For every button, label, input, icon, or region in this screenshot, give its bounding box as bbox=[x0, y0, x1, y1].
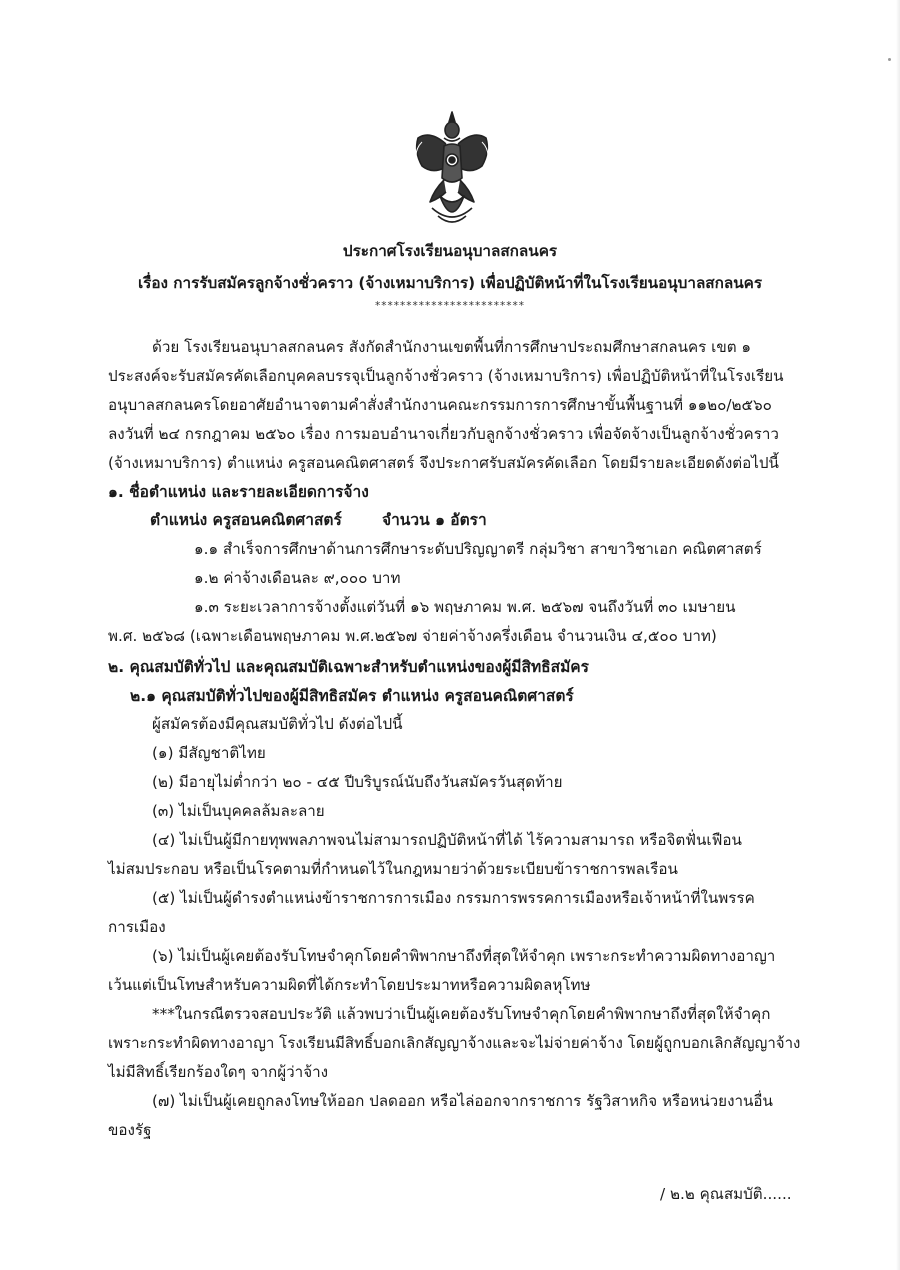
qualification-line: ไม่สมประกอบ หรือเป็นโรคตามที่กำหนดไว้ในกฎหมายว่าด้วยระเบียบข้าราชการพลเรือน bbox=[108, 860, 678, 878]
intro-line: ลงวันที่ ๒๔ กรกฎาคม ๒๕๖๐ เรื่อง การมอบอำนาจเกี่ยวกับลูกจ้างชั่วคราว เพื่อจัดจ้างเป็นลูกจ้างชั่วคราว bbox=[108, 425, 779, 443]
intro-line: ด้วย โรงเรียนอนุบาลสกลนคร สังกัดสำนักงานเขตพื้นที่การศึกษาประถมศึกษาสกลนคร เขต ๑ bbox=[152, 338, 752, 356]
qualification-note: ไม่มีสิทธิ์เรียกร้องใดๆ จากผู้ว่าจ้าง bbox=[108, 1063, 329, 1081]
qualification-line: (๖) ไม่เป็นผู้เคยต้องรับโทษจำคุกโดยคำพิพากษาถึงที่สุดให้จำคุก เพราะกระทำความผิดทางอาญา bbox=[152, 947, 776, 965]
title-separator: ************************ bbox=[375, 300, 525, 312]
position-count: จำนวน ๑ อัตรา bbox=[382, 511, 487, 529]
qualification-note: ***ในกรณีตรวจสอบประวัติ แล้วพบว่าเป็นผู้เคยต้องรับโทษจำคุกโดยคำพิพากษาถึงที่สุดให้จำคุก bbox=[152, 1005, 771, 1023]
section2-lead: ผู้สมัครต้องมีคุณสมบัติทั่วไป ดังต่อไปนี้ bbox=[152, 715, 403, 733]
section1-item: พ.ศ. ๒๕๖๘ (เฉพาะเดือนพฤษภาคม พ.ศ.๒๕๖๗ จ่ายค่าจ้างครึ่งเดือน จำนวนเงิน ๔,๕๐๐ บาท) bbox=[108, 627, 717, 645]
document-title: ประกาศโรงเรียนอนุบาลสกลนคร bbox=[342, 242, 558, 260]
intro-line: (จ้างเหมาบริการ) ตำแหน่ง ครูสอนคณิตศาสตร์ จึงประกาศรับสมัครคัดเลือก โดยมีรายละเอียดดังต่อไปนี้ bbox=[108, 454, 779, 472]
section1-item: ๑.๑ สำเร็จการศึกษาด้านการศึกษาระดับปริญญาตรี กลุ่มวิชา สาขาวิชาเอก คณิตศาสตร์ bbox=[194, 540, 762, 558]
scan-edge bbox=[896, 0, 900, 1270]
section2-subheading: ๒.๑ คุณสมบัติทั่วไปของผู้มีสิทธิสมัคร ตำแหน่ง ครูสอนคณิตศาสตร์ bbox=[130, 687, 574, 705]
section2-heading: ๒. คุณสมบัติทั่วไป และคุณสมบัติเฉพาะสำหรับตำแหน่งของผู้มีสิทธิสมัคร bbox=[108, 658, 589, 676]
section1-item: ๑.๓ ระยะเวลาการจ้างตั้งแต่วันที่ ๑๖ พฤษภาคม พ.ศ. ๒๕๖๗ จนถึงวันที่ ๓๐ เมษายน bbox=[194, 598, 736, 616]
qualification-note: เพราะกระทำผิดทางอาญา โรงเรียนมีสิทธิ์บอกเลิกสัญญาจ้างและจะไม่จ่ายค่าจ้าง โดยผู้ถูกบอกเลิกสัญญาจ้าง bbox=[108, 1034, 801, 1052]
document-subject: เรื่อง การรับสมัครลูกจ้างชั่วคราว (จ้างเหมาบริการ) เพื่อปฏิบัติหน้าที่ในโรงเรียนอนุบาลสกลนคร bbox=[137, 274, 763, 292]
qualification-line: (๒) มีอายุไม่ต่ำกว่า ๒๐ - ๔๕ ปีบริบูรณ์นับถึงวันสมัครวันสุดท้าย bbox=[152, 773, 563, 791]
section1-heading: ๑. ชื่อตำแหน่ง และรายละเอียดการจ้าง bbox=[108, 483, 369, 501]
qualification-line: (๔) ไม่เป็นผู้มีกายทุพพลภาพจนไม่สามารถปฏิบัติหน้าที่ได้ ไร้ความสามารถ หรือจิตฟั่นเฟือน bbox=[152, 831, 742, 849]
position-label: ตำแหน่ง ครูสอนคณิตศาสตร์ bbox=[150, 511, 342, 529]
qualification-line: (๕) ไม่เป็นผู้ดำรงตำแหน่งข้าราชการการเมือง กรรมการพรรคการเมืองหรือเจ้าหน้าที่ในพรรค bbox=[152, 889, 755, 907]
scan-speck bbox=[888, 58, 891, 61]
intro-line: อนุบาลสกลนครโดยอาศัยอำนาจตามคำสั่งสำนักงานคณะกรรมการการศึกษาขั้นพื้นฐานที่ ๑๑๒๐/๒๕๖๐ bbox=[108, 396, 772, 414]
qualification-line: (๓) ไม่เป็นบุคคลล้มละลาย bbox=[152, 802, 325, 820]
qualification-line: (๗) ไม่เป็นผู้เคยถูกลงโทษให้ออก ปลดออก หรือไล่ออกจากราชการ รัฐวิสาหกิจ หรือหน่วยงานอื่น bbox=[152, 1092, 773, 1110]
qualification-line: ของรัฐ bbox=[108, 1121, 152, 1139]
intro-line: ประสงค์จะรับสมัครคัดเลือกบุคคลบรรจุเป็นลูกจ้างชั่วคราว (จ้างเหมาบริการ) เพื่อปฏิบัติหน้าที่ในโรงเรียน bbox=[108, 367, 784, 385]
qualification-line: เว้นแต่เป็นโทษสำหรับความผิดที่ได้กระทำโดยประมาทหรือความผิดลหุโทษ bbox=[108, 976, 591, 994]
garuda-emblem-icon bbox=[410, 108, 494, 230]
qualification-line: (๑) มีสัญชาติไทย bbox=[152, 744, 266, 762]
section1-item: ๑.๒ ค่าจ้างเดือนละ ๙,๐๐๐ บาท bbox=[194, 569, 401, 587]
page-continuation: / ๒.๒ คุณสมบัติ...... bbox=[660, 1185, 792, 1203]
qualification-line: การเมือง bbox=[108, 918, 166, 936]
